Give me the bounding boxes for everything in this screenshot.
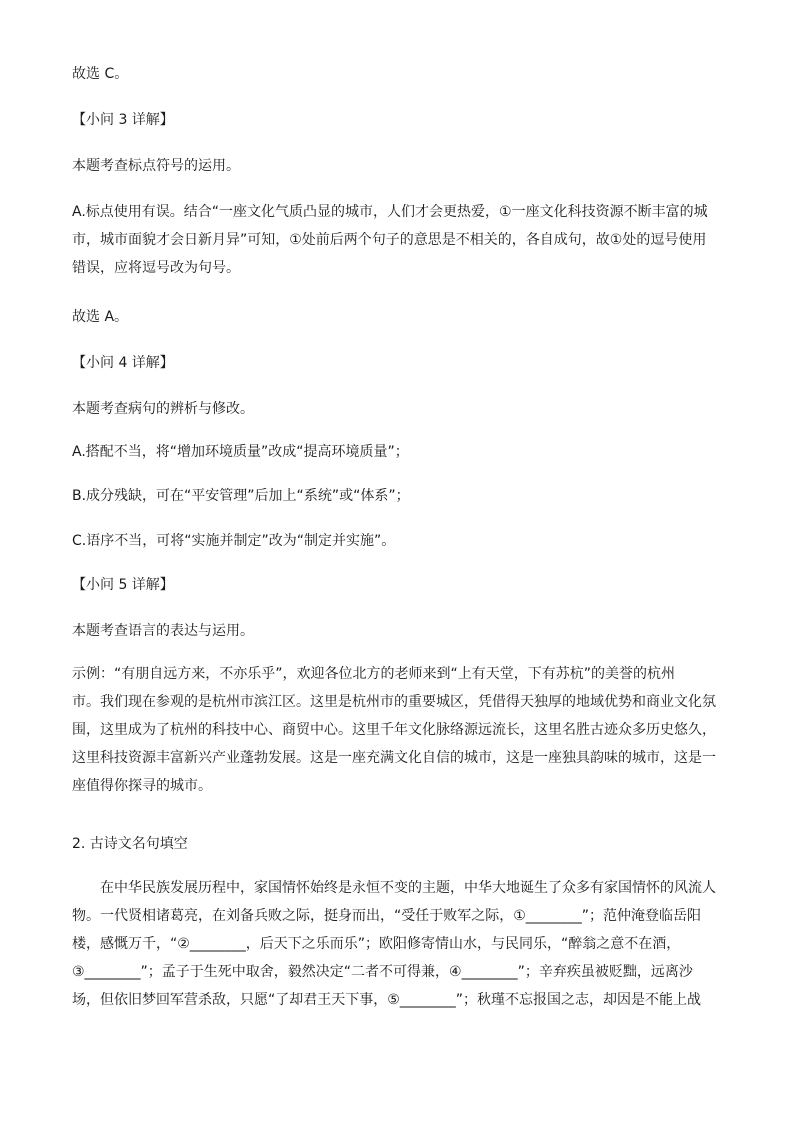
question-2-passage xyxy=(72,874,722,1014)
answer-c: 故选 C。 xyxy=(72,66,129,82)
text-line: A.标点使用有误。结合“一座文化气质凸显的城市，人们才会更热爱，①一座文化科技资源不断丰富的城 xyxy=(72,204,708,220)
subquestion-3-heading: 【小问 3 详解】 xyxy=(72,112,174,128)
text-line: 物。一代贤相诸葛亮，在刘备兵败之际，挺身而出，“受任于败军之际，①________”；范仲淹登临岳阳 xyxy=(72,908,702,924)
subquestion-3-explanation xyxy=(72,198,722,282)
text-line: ③________”；孟子于生死中取舍，毅然决定“二者不可得兼，④________”；辛弃疾虽被贬黜，远离沙 xyxy=(72,964,693,980)
text-line: 错误，应将逗号改为句号。 xyxy=(72,260,240,276)
subquestion-5-example xyxy=(72,660,722,800)
subquestion-5-topic: 本题考查语言的表达与运用。 xyxy=(72,623,254,639)
subquestion-3-topic: 本题考查标点符号的运用。 xyxy=(72,158,240,174)
text-line: 市。我们现在参观的是杭州市滨江区。这里是杭州市的重要城区，凭借得天独厚的地域优势和商业文化氛 xyxy=(72,694,716,710)
subquestion-4-topic: 本题考查病句的辨析与修改。 xyxy=(72,401,254,417)
text-line: 这里科技资源丰富新兴产业蓬勃发展。这是一座充满文化自信的城市，这是一座独具韵味的城市，这是一 xyxy=(72,750,716,766)
subquestion-4-item-c: C.语序不当，可将“实施并制定”改为“制定并实施”。 xyxy=(72,533,396,549)
question-2-heading: 2. 古诗文名句填空 xyxy=(72,836,188,852)
subquestion-5-heading: 【小问 5 详解】 xyxy=(72,577,174,593)
text-line: 示例：“有朋自远方来，不亦乐乎”，欢迎各位北方的老师来到“上有天堂，下有苏杭”的美誉的杭州 xyxy=(72,666,676,682)
text-line: 在中华民族发展历程中，家国情怀始终是永恒不变的主题，中华大地诞生了众多有家国情怀的风流人 xyxy=(100,880,716,896)
text-line: 楼，感慨万千，“②________，后天下之乐而乐”；欧阳修寄情山水，与民同乐，“醉翁之意不在酒， xyxy=(72,936,681,952)
subquestion-4-item-b: B.成分残缺，可在“平安管理”后加上“系统”或“体系”； xyxy=(72,488,410,504)
text-line: 市，城市面貌才会日新月异”可知，①处前后两个句子的意思是不相关的，各自成句，故①处的逗号使用 xyxy=(72,232,707,248)
subquestion-4-item-a: A.搭配不当，将“增加环境质量”改成“提高环境质量”； xyxy=(72,444,409,460)
text-line: 场，但依旧梦回军营杀敌，只愿“了却君王天下事，⑤________”；秋瑾不忘报国之志，却因是不能上战 xyxy=(72,992,702,1008)
text-line: 围，这里成为了杭州的科技中心、商贸中心。这里千年文化脉络源远流长，这里名胜古迹众多历史悠久， xyxy=(72,722,716,738)
answer-a: 故选 A。 xyxy=(72,309,129,325)
subquestion-4-heading: 【小问 4 详解】 xyxy=(72,355,174,371)
text-line: 座值得你探寻的城市。 xyxy=(72,778,212,794)
